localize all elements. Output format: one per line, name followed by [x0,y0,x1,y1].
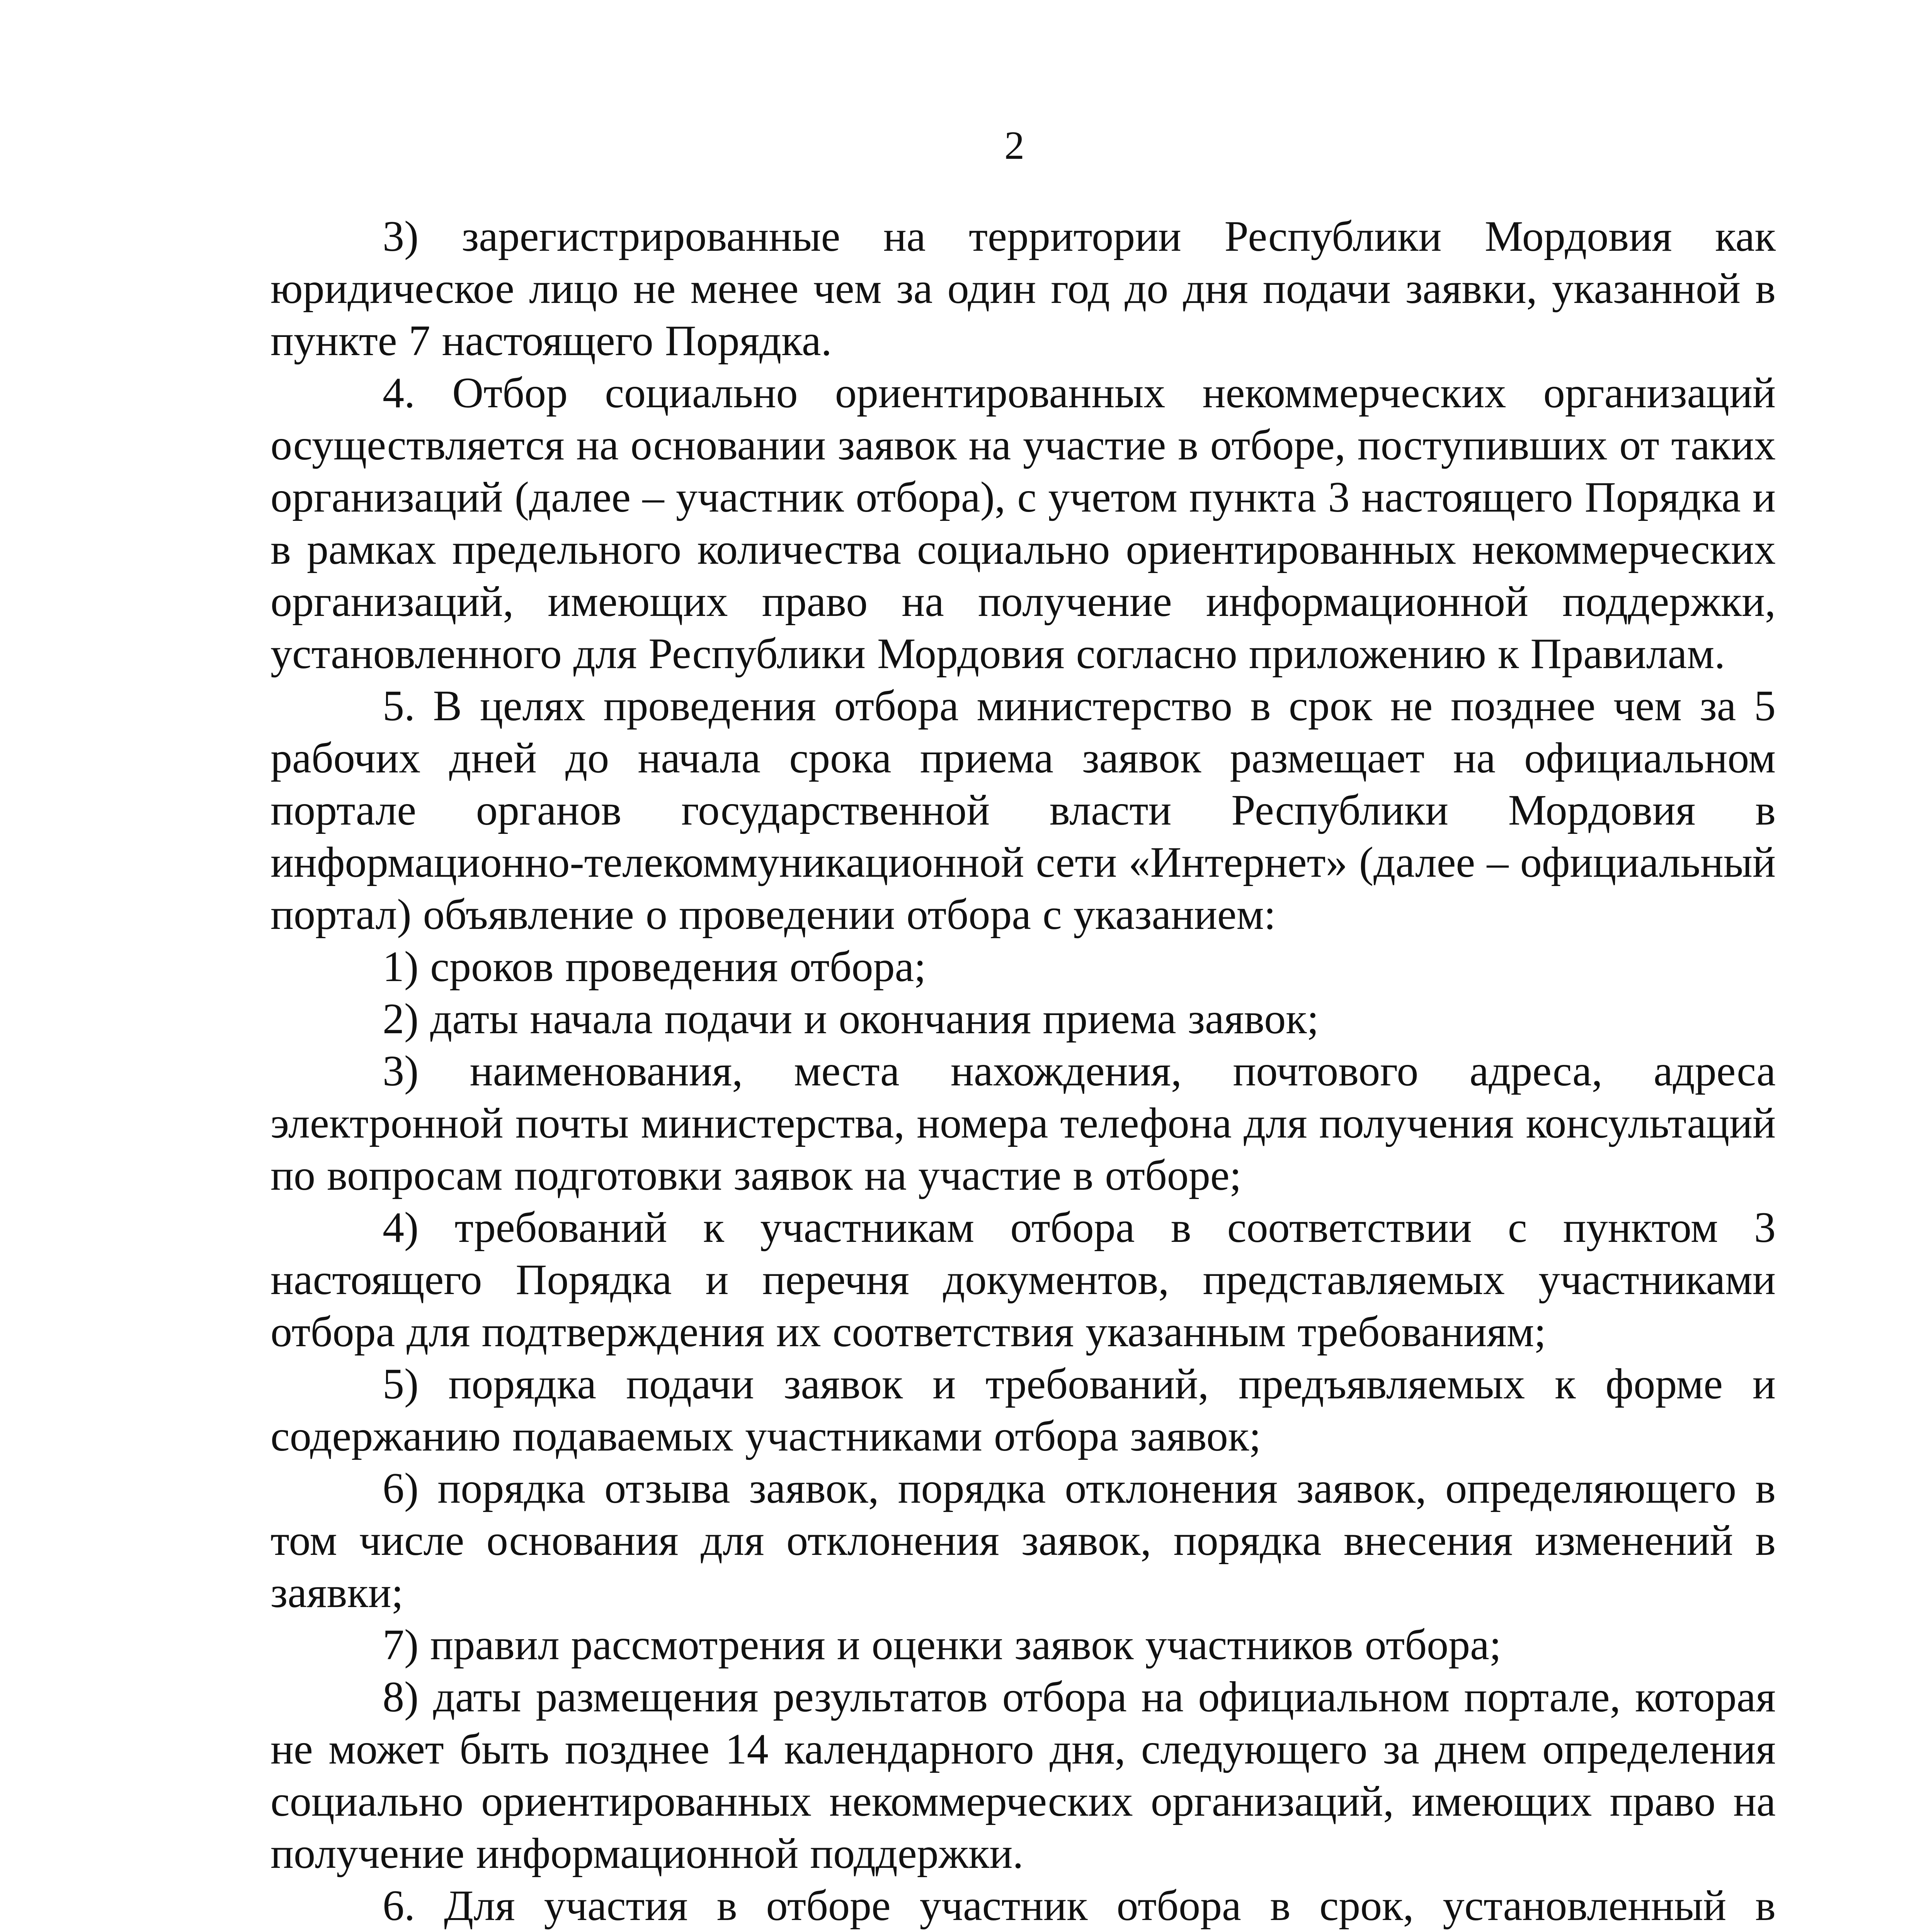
paragraph-4-selection: 4. Отбор социально ориентированных некоммерческих организаций осуществляется на основании заявок на участие в отборе, поступивших от таких организаций (далее – участник отбора), с учетом пункта 3 настоящего Порядка и в рамках предельного количества социально ориентированных некоммерческих организаций, имеющих право на получение информационной поддержки, установленного для Республики Мордовия согласно приложению к Правилам. [271,369,1776,678]
paragraph-3-registered: 3) зарегистрированные на территории Республики Мордовия как юридическое лицо не менее чем за один год до дня подачи заявки, указанной в пункте 7 настоящего Порядка. [271,213,1776,365]
list-item-1-dates: 1) сроков проведения отбора; [383,943,926,991]
list-item-2-start-end: 2) даты начала подачи и окончания приема заявок; [383,995,1319,1043]
paragraph-6-application: 6. Для участия в отборе участник отбора в срок, установленный в [383,1882,1776,1930]
document-body [271,211,1776,1932]
list-item-4-requirements: 4) требований к участникам отбора в соответствии с пунктом 3 настоящего Порядка и перечня документов, представляемых участниками отбора для подтверждения их соответствия указанным требованиям; [271,1204,1776,1356]
list-item-6-withdrawal: 6) порядка отзыва заявок, порядка отклонения заявок, определяющего в том числе основания для отклонения заявок, порядка внесения изменений в заявки; [271,1464,1776,1617]
paragraph-5-announcement: 5. В целях проведения отбора министерство в срок не позднее чем за 5 рабочих дней до начала срока приема заявок размещает на официальном портале органов государственной власти Республики Мордовия в информационно-телекоммуникационной сети «Интернет» (далее – официальный портал) объявление о проведении отбора с указанием: [271,682,1776,939]
list-item-7-review: 7) правил рассмотрения и оценки заявок участников отбора; [383,1621,1501,1669]
list-item-8-results: 8) даты размещения результатов отбора на официальном портале, которая не может быть позднее 14 календарного дня, следующего за днем определения социально ориентированных некоммерческих организаций, имеющих право на получение информационной поддержки. [271,1673,1776,1878]
page-number: 2 [1004,123,1024,168]
list-item-5-submission: 5) порядка подачи заявок и требований, предъявляемых к форме и содержанию подаваемых участниками отбора заявок; [271,1360,1776,1460]
list-item-3-contacts: 3) наименования, места нахождения, почтового адреса, адреса электронной почты министерства, номера телефона для получения консультаций по вопросам подготовки заявок на участие в отборе; [271,1047,1776,1199]
